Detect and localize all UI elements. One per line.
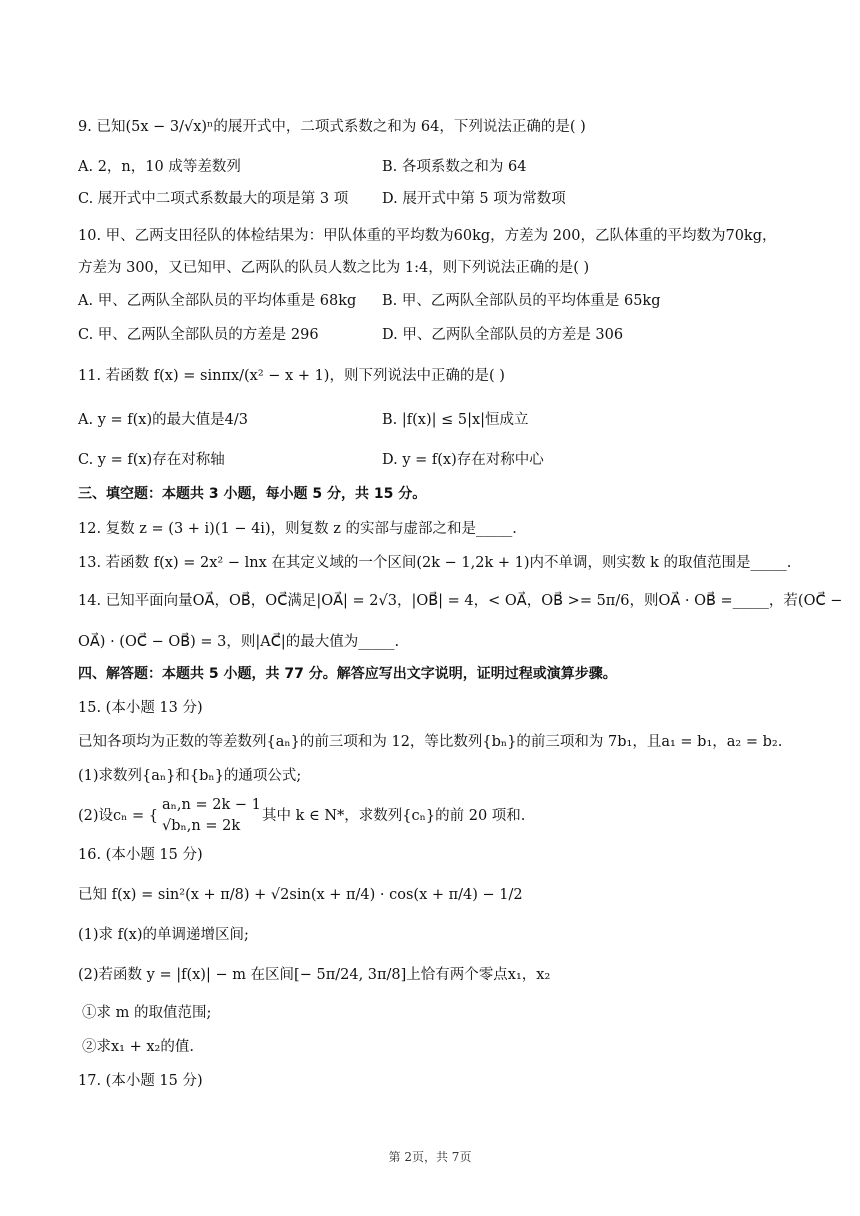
- question-16-sub2: ②求x₁ + x₂的值.: [82, 1039, 194, 1055]
- question-15-case1: aₙ,n = 2k − 1: [162, 797, 261, 813]
- q11-option-d: D. y = f(x)存在对称中心: [382, 452, 544, 468]
- question-16-part2: (2)若函数 y = |f(x)| − m 在区间[− 5π/24, 3π/8]上恰有两个零点x₁，x₂: [78, 967, 551, 983]
- question-15-stem: 已知各项均为正数的等差数列{aₙ}的前三项和为 12，等比数列{bₙ}的前三项和为 7b₁，且a₁ = b₁，a₂ = b₂.: [78, 734, 783, 750]
- q9-option-d: D. 展开式中第 5 项为常数项: [382, 191, 566, 207]
- question-16-title: 16. (本小题 15 分): [78, 847, 203, 863]
- q9-option-c: C. 展开式中二项式系数最大的项是第 3 项: [78, 191, 349, 207]
- question-16-part1: (1)求 f(x)的单调递增区间;: [78, 927, 249, 943]
- q10-option-d: D. 甲、乙两队全部队员的方差是 306: [382, 327, 624, 343]
- q9-option-b: B. 各项系数之和为 64: [382, 159, 527, 175]
- question-14-line2: OA⃗) · (OC⃗ − OB⃗) = 3，则|AC⃗|的最大值为_____.: [78, 634, 400, 650]
- q10-option-b: B. 甲、乙两队全部队员的平均体重是 65kg: [382, 293, 661, 309]
- q11-option-b: B. |f(x)| ≤ 5|x|恒成立: [382, 412, 529, 428]
- question-10-line2: 方差为 300，又已知甲、乙两队的队员人数之比为 1:4，则下列说法正确的是( ): [78, 260, 590, 276]
- question-9: 9. 已知(5x − 3/√x)ⁿ的展开式中，二项式系数之和为 64，下列说法正确的是( ): [78, 119, 586, 135]
- question-15-case2: √bₙ,n = 2k: [162, 818, 241, 834]
- question-13: 13. 若函数 f(x) = 2x² − lnx 在其定义域的一个区间(2k − 1,2k + 1)内不单调，则实数 k 的取值范围是_____.: [78, 555, 792, 571]
- question-15-part2-lead: (2)设cₙ = {: [78, 808, 159, 824]
- q11-option-c: C. y = f(x)存在对称轴: [78, 452, 225, 468]
- question-10-line1: 10. 甲、乙两支田径队的体检结果为：甲队体重的平均数为60kg，方差为 200，乙队体重的平均数为70kg，: [78, 228, 777, 244]
- question-14-line1: 14. 已知平面向量OA⃗，OB⃗，OC⃗满足|OA⃗| = 2√3，|OB⃗| = 4，< OA⃗，OB⃗ >= 5π/6，则OA⃗ · OB⃗ =_____，若(OC⃗ −: [78, 593, 843, 609]
- question-17-title: 17. (本小题 15 分): [78, 1073, 203, 1089]
- question-11: 11. 若函数 f(x) = sinπx/(x² − x + 1)，则下列说法中正确的是( ): [78, 368, 505, 384]
- section-3-heading: 三、填空题：本题共 3 小题，每小题 5 分，共 15 分。: [78, 486, 427, 502]
- page-footer: 第 2页，共 7页: [388, 1150, 472, 1164]
- section-4-heading: 四、解答题：本题共 5 小题，共 77 分。解答应写出文字说明，证明过程或演算步骤。: [78, 666, 617, 682]
- q9-option-a: A. 2，n，10 成等差数列: [78, 159, 241, 175]
- question-12: 12. 复数 z = (3 + i)(1 − 4i)，则复数 z 的实部与虚部之和是_____.: [78, 521, 517, 537]
- q10-option-a: A. 甲、乙两队全部队员的平均体重是 68kg: [78, 293, 357, 309]
- question-16-sub1: ①求 m 的取值范围;: [82, 1005, 212, 1021]
- q10-option-c: C. 甲、乙两队全部队员的方差是 296: [78, 327, 319, 343]
- question-16-stem: 已知 f(x) = sin²(x + π/8) + √2sin(x + π/4) · cos(x + π/4) − 1/2: [78, 887, 523, 903]
- question-15-part1: (1)求数列{aₙ}和{bₙ}的通项公式;: [78, 768, 302, 784]
- question-15-title: 15. (本小题 13 分): [78, 700, 203, 716]
- q11-option-a: A. y = f(x)的最大值是4/3: [78, 412, 248, 428]
- question-15-part2-tail: 其中 k ∈ N*，求数列{cₙ}的前 20 项和.: [262, 808, 526, 824]
